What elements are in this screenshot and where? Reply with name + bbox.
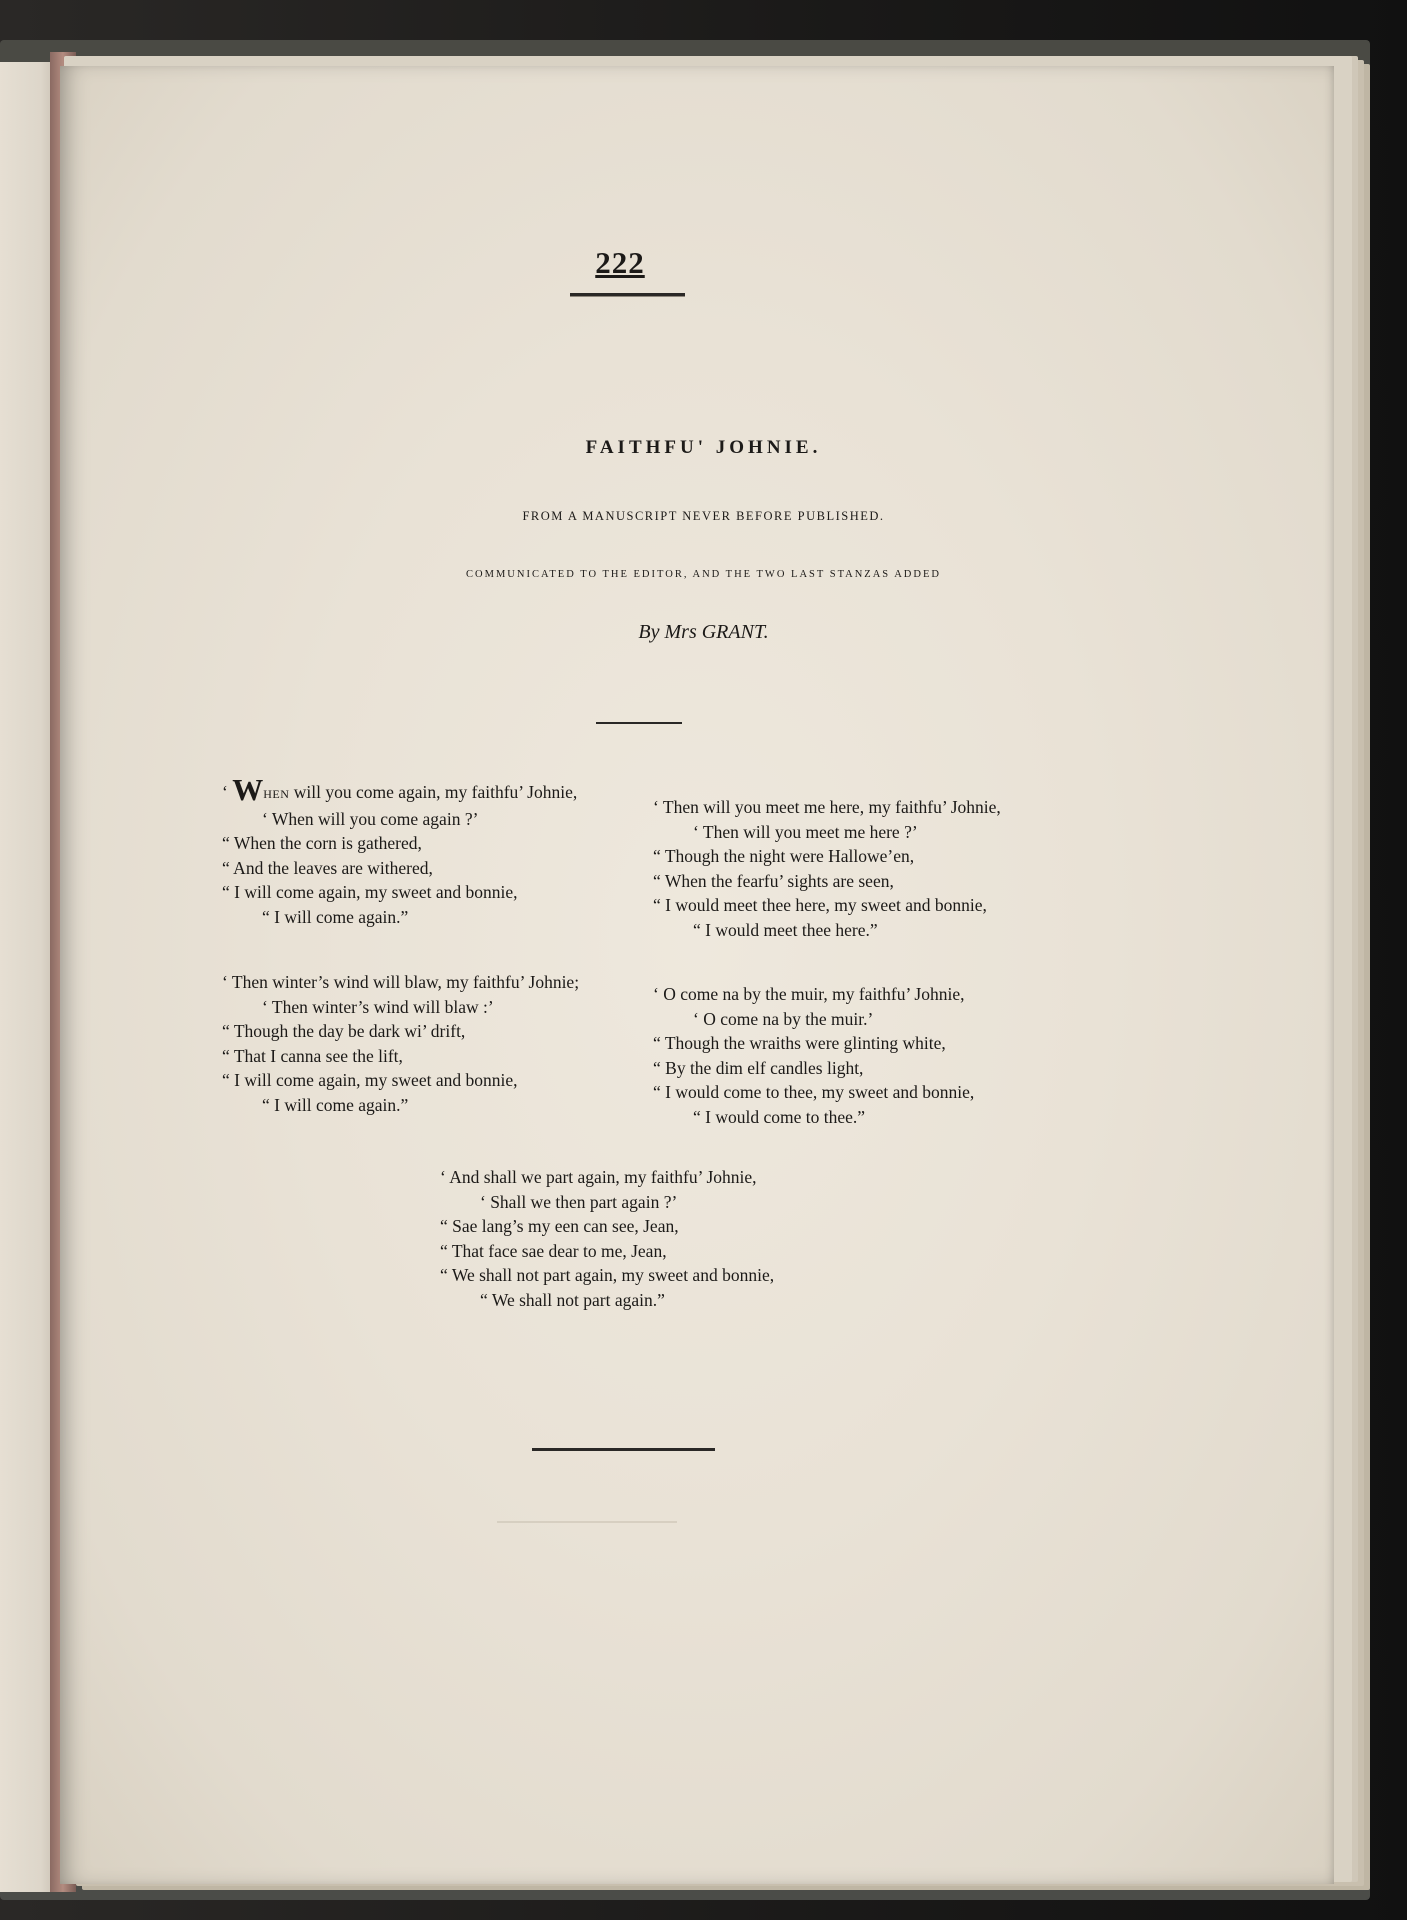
stanza-5 bbox=[440, 1165, 774, 1312]
show-through-rule bbox=[497, 1521, 677, 1523]
stanza-4-line-6: “ I would come to thee.” bbox=[693, 1106, 866, 1127]
stanza-1-line-5: “ I will come again, my sweet and bonnie, bbox=[222, 882, 518, 902]
small-caps: HEN bbox=[263, 787, 290, 801]
stanza-3-line-4: “ That I canna see the lift, bbox=[222, 1045, 403, 1066]
stanza-5-line-1: ‘ And shall we part again, my faithfu’ Johnie, bbox=[440, 1167, 757, 1187]
stanza-2-line-5: “ I would meet thee here, my sweet and bonnie, bbox=[653, 895, 987, 915]
stanza-2-line-6: “ I would meet thee here.” bbox=[693, 919, 878, 940]
stanza-5-line-5: “ We shall not part again, my sweet and bonnie, bbox=[440, 1265, 775, 1285]
stanza-1-line-4: “ And the leaves are withered, bbox=[222, 857, 433, 878]
opening-quote: ‘ bbox=[222, 782, 233, 802]
stanza-3-line-3: “ Though the day be dark wi’ drift, bbox=[222, 1021, 466, 1041]
stanza-4-line-3: “ Though the wraiths were glinting white, bbox=[653, 1033, 946, 1053]
poem-subtitle: FROM A MANUSCRIPT NEVER BEFORE PUBLISHED. bbox=[522, 509, 885, 523]
page-number-rule bbox=[570, 293, 685, 297]
stanza-1-line-1 bbox=[222, 772, 578, 807]
stanza-1-line-3: “ When the corn is gathered, bbox=[222, 833, 422, 853]
stanza-5-line-2: ‘ Shall we then part again ?’ bbox=[480, 1191, 678, 1212]
stanza-2-line-1: ‘ Then will you meet me here, my faithfu’ Johnie, bbox=[653, 797, 1001, 817]
stanza-2-line-2: ‘ Then will you meet me here ?’ bbox=[693, 821, 918, 842]
stanza-4-line-2: ‘ O come na by the muir.’ bbox=[693, 1008, 874, 1029]
communicated-note: COMMUNICATED TO THE EDITOR, AND THE TWO LAST STANZAS ADDED bbox=[466, 569, 941, 580]
poem-author: By Mrs GRANT. bbox=[638, 621, 769, 643]
stanza-5-line-6: “ We shall not part again.” bbox=[480, 1289, 665, 1310]
stanza-4 bbox=[653, 982, 974, 1129]
line-text: will you come again, my faithfu’ Johnie, bbox=[289, 782, 578, 802]
stanza-1-line-2: ‘ When will you come again ?’ bbox=[262, 808, 479, 829]
poem-title: FAITHFU' JOHNIE. bbox=[585, 437, 822, 458]
title-rule bbox=[596, 722, 682, 724]
stanza-3-line-1: ‘ Then winter’s wind will blaw, my faithfu’ Johnie; bbox=[222, 972, 580, 992]
stanza-2-line-3: “ Though the night were Hallowe’en, bbox=[653, 846, 915, 866]
stanza-1-line-6: “ I will come again.” bbox=[262, 906, 409, 927]
stanza-3-line-5: “ I will come again, my sweet and bonnie, bbox=[222, 1070, 518, 1090]
stanza-1 bbox=[222, 772, 578, 929]
stanza-5-line-3: “ Sae lang’s my een can see, Jean, bbox=[440, 1216, 679, 1236]
page-number: 222 bbox=[595, 245, 645, 280]
stanza-3 bbox=[222, 970, 579, 1117]
stanza-2-line-4: “ When the fearfu’ sights are seen, bbox=[653, 870, 894, 891]
stanza-3-line-2: ‘ Then winter’s wind will blaw :’ bbox=[262, 996, 494, 1017]
end-rule bbox=[532, 1448, 715, 1451]
stanza-4-line-5: “ I would come to thee, my sweet and bonnie, bbox=[653, 1082, 975, 1102]
stanza-3-line-6: “ I will come again.” bbox=[262, 1094, 409, 1115]
stanza-4-line-1: ‘ O come na by the muir, my faithfu’ Johnie, bbox=[653, 984, 965, 1004]
stanza-2 bbox=[653, 795, 1001, 942]
stanza-4-line-4: “ By the dim elf candles light, bbox=[653, 1057, 864, 1078]
drop-cap: W bbox=[232, 772, 264, 807]
stanza-5-line-4: “ That face sae dear to me, Jean, bbox=[440, 1240, 667, 1261]
